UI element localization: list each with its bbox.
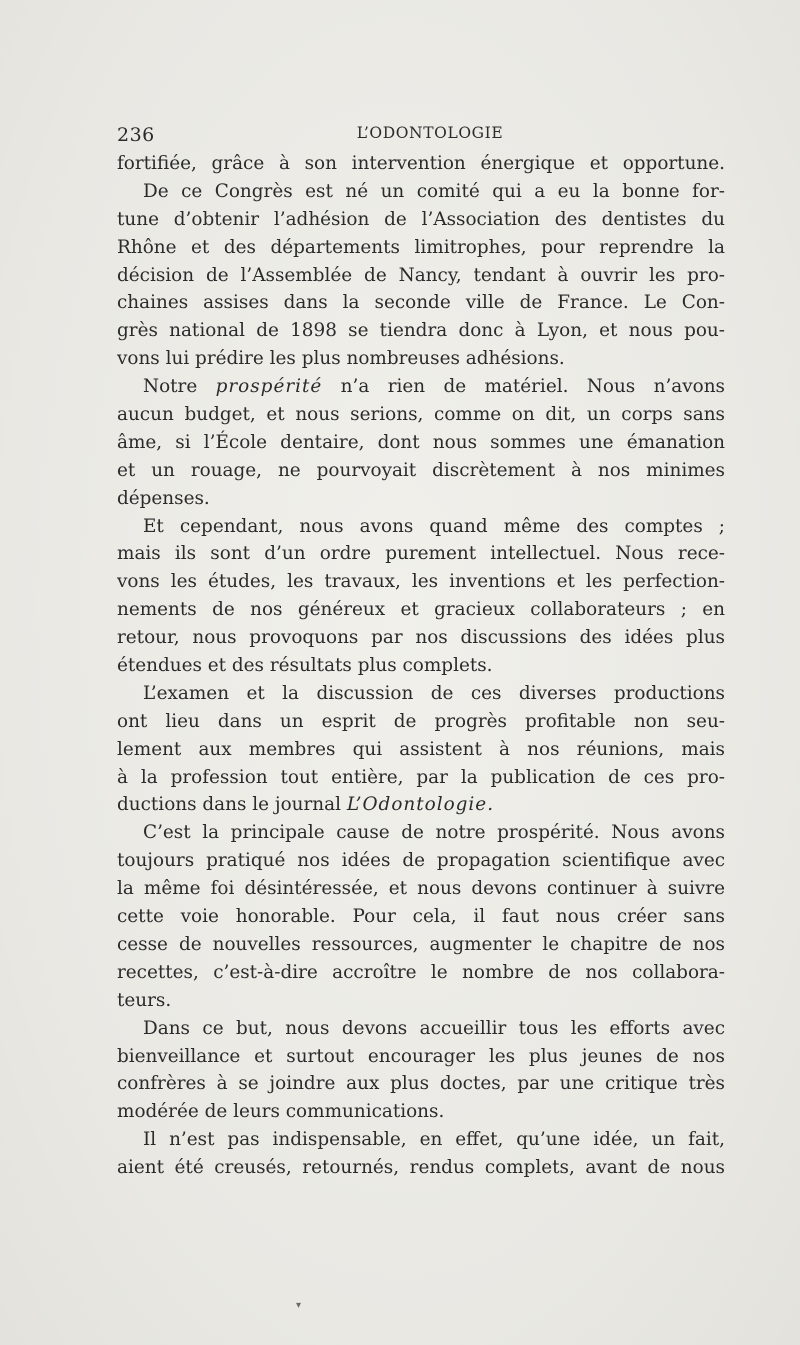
text-line: modérée de leurs communications. [117,1101,445,1123]
text-line: bienveillance et surtout encourager les plus jeunes de nos [117,1045,725,1067]
text-line: Il n’est pas indispensable, en effet, qu’une idée, un fait, [143,1129,725,1151]
text-line: Dans ce but, nous devons accueillir tous les efforts avec [143,1017,725,1039]
text-line: grès national de 1898 se tiendra donc à Lyon, et nous pou- [117,320,725,342]
page-header [117,124,725,152]
text-line: cesse de nouvelles ressources, augmenter le chapitre de nos [117,933,725,955]
text-line: vons lui prédire les plus nombreuses adhésions. [117,348,565,370]
text-line: teurs. [117,989,172,1011]
text-line: aucun budget, et nous serions, comme on dit, un corps sans [117,404,725,426]
text-line: fortifiée, grâce à son intervention énergique et opportune. [117,153,725,174]
text-line: toujours pratiqué nos idées de propagation scientifique avec [117,850,725,872]
text-run: ductions dans le journal [117,794,341,816]
italic-word: L’Odontologie. [346,794,495,816]
text-line: tune d’obtenir l’adhésion de l’Association des dentistes du [117,208,725,230]
printer-mark: ▾ [296,1300,302,1311]
text-run: n’a rien de matériel. Nous n’avons [340,376,725,398]
running-title: L’ODONTOLOGIE [356,124,504,142]
text-line: à la profession tout entière, par la publication de ces pro- [117,766,725,788]
text-line: De ce Congrès est né un comité qui a eu la bonne for- [143,180,725,202]
text-line [117,791,725,819]
text-line: mais ils sont d’un ordre purement intellectuel. Nous rece- [117,543,725,565]
italic-word: prospérité [215,376,323,398]
text-line: Rhône et des départements limitrophes, pour reprendre la [117,236,725,258]
text-line: C’est la principale cause de notre prospérité. Nous avons [143,822,725,844]
text-line: aient été creusés, retournés, rendus complets, avant de nous [117,1157,725,1179]
text-line: la même foi désintéressée, et nous devons continuer à suivre [117,878,725,900]
text-line: Et cependant, nous avons quand même des comptes ; [143,515,725,537]
page-number: 236 [117,124,155,146]
text-line: vons les études, les travaux, les inventions et les perfection- [117,571,725,593]
text-line [117,373,725,401]
text-word: Notre [143,376,198,398]
text-line: confrères à se joindre aux plus doctes, par une critique très [117,1073,725,1095]
text-line: âme, si l’École dentaire, dont nous sommes une émanation [117,431,725,453]
text-line: lement aux membres qui assistent à nos réunions, mais [117,738,725,760]
text-line: et un rouage, ne pourvoyait discrètement à nos minimes [117,459,725,481]
text-line: décision de l’Assemblée de Nancy, tendant à ouvrir les pro- [117,264,725,286]
body-text [117,150,725,1182]
text-line: L’examen et la discussion de ces diverses productions [143,682,725,704]
text-line: recettes, c’est-à-dire accroître le nombre de nos collabora- [117,961,725,983]
text-line: cette voie honorable. Pour cela, il faut nous créer sans [117,906,725,928]
text-line: nements de nos généreux et gracieux collaborateurs ; en [117,599,725,621]
text-line: retour, nous provoquons par nos discussions des idées plus [117,627,725,649]
text-line: chaines assises dans la seconde ville de France. Le Con- [117,292,725,314]
text-line: ont lieu dans un esprit de progrès profitable non seu- [117,710,725,732]
text-line: dépenses. [117,487,210,509]
text-line: étendues et des résultats plus complets. [117,655,493,677]
